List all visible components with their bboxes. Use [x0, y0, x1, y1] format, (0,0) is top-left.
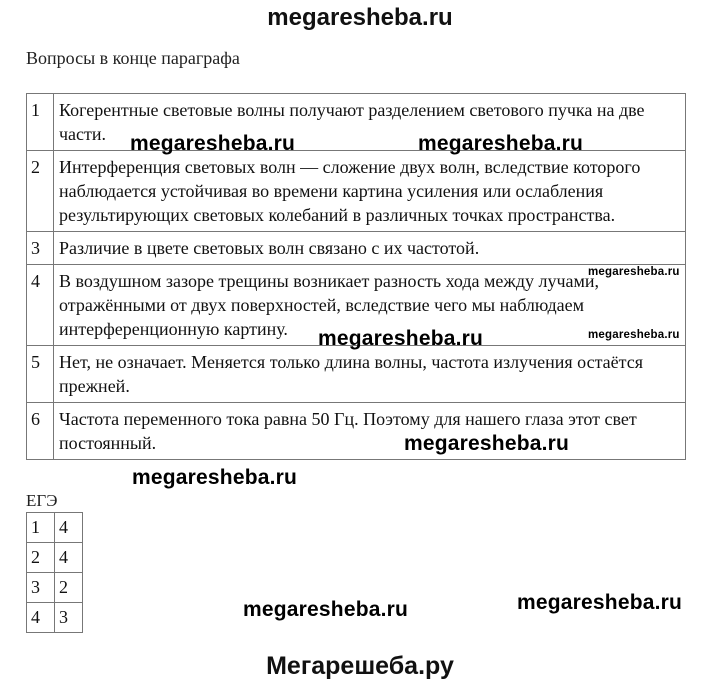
- ege-question-number: 3: [27, 573, 55, 603]
- watermark: megaresheba.ru: [130, 132, 296, 155]
- table-row: [27, 346, 686, 403]
- table-row: [27, 151, 686, 232]
- ege-answer: 2: [55, 573, 83, 603]
- answers-table: [26, 93, 686, 460]
- ege-label: ЕГЭ: [26, 491, 58, 510]
- watermark: megaresheba.ru: [318, 327, 484, 350]
- watermark: megaresheba.ru: [243, 598, 409, 621]
- section-title: Вопросы в конце параграфа: [26, 48, 240, 68]
- answer-number: 6: [27, 403, 54, 460]
- answer-text: Частота переменного тока равна 50 Гц. Поэтому для нашего глаза этот свет постоянный.: [54, 403, 686, 460]
- watermark: megaresheba.ru: [132, 466, 298, 489]
- watermark: megaresheba.ru: [517, 591, 683, 614]
- table-row: [27, 543, 83, 573]
- ege-answers-table: [26, 512, 83, 633]
- ege-question-number: 2: [27, 543, 55, 573]
- answer-number: 2: [27, 151, 54, 232]
- watermark: megaresheba.ru: [418, 132, 584, 155]
- watermark: megaresheba.ru: [404, 432, 570, 455]
- site-header-logo: megaresheba.ru: [267, 4, 453, 31]
- answer-text: Когерентные световые волны получают разделением светового пучка на две части.: [54, 94, 686, 151]
- table-row: [27, 94, 686, 151]
- ege-answer: 4: [55, 513, 83, 543]
- answer-text: Нет, не означает. Меняется только длина волны, частота излучения остаётся прежней.: [54, 346, 686, 403]
- table-row: [27, 513, 83, 543]
- watermark: megaresheba.ru: [588, 266, 680, 278]
- table-row: [27, 573, 83, 603]
- watermark: megaresheba.ru: [588, 329, 680, 341]
- ege-question-number: 4: [27, 603, 55, 633]
- ege-question-number: 1: [27, 513, 55, 543]
- ege-answer: 4: [55, 543, 83, 573]
- answer-text: В воздушном зазоре трещины возникает разность хода между лучами, отражёнными от двух поверхностей, вследствие чего мы наблюдаем интерференционную картину.: [54, 265, 686, 346]
- table-row: [27, 232, 686, 265]
- answer-number: 1: [27, 94, 54, 151]
- answer-text: Интерференция световых волн — сложение двух волн, вследствие которого наблюдается устойчивая во времени картина усиления или ослабления результирующих световых колебаний в различных точках пространства.: [54, 151, 686, 232]
- footer-title: Мегарешеба.ру: [266, 652, 454, 680]
- answer-number: 3: [27, 232, 54, 265]
- answer-number: 5: [27, 346, 54, 403]
- answer-text: Различие в цвете световых волн связано с их частотой.: [54, 232, 686, 265]
- ege-answer: 3: [55, 603, 83, 633]
- table-row: [27, 603, 83, 633]
- table-row: [27, 403, 686, 460]
- answer-number: 4: [27, 265, 54, 346]
